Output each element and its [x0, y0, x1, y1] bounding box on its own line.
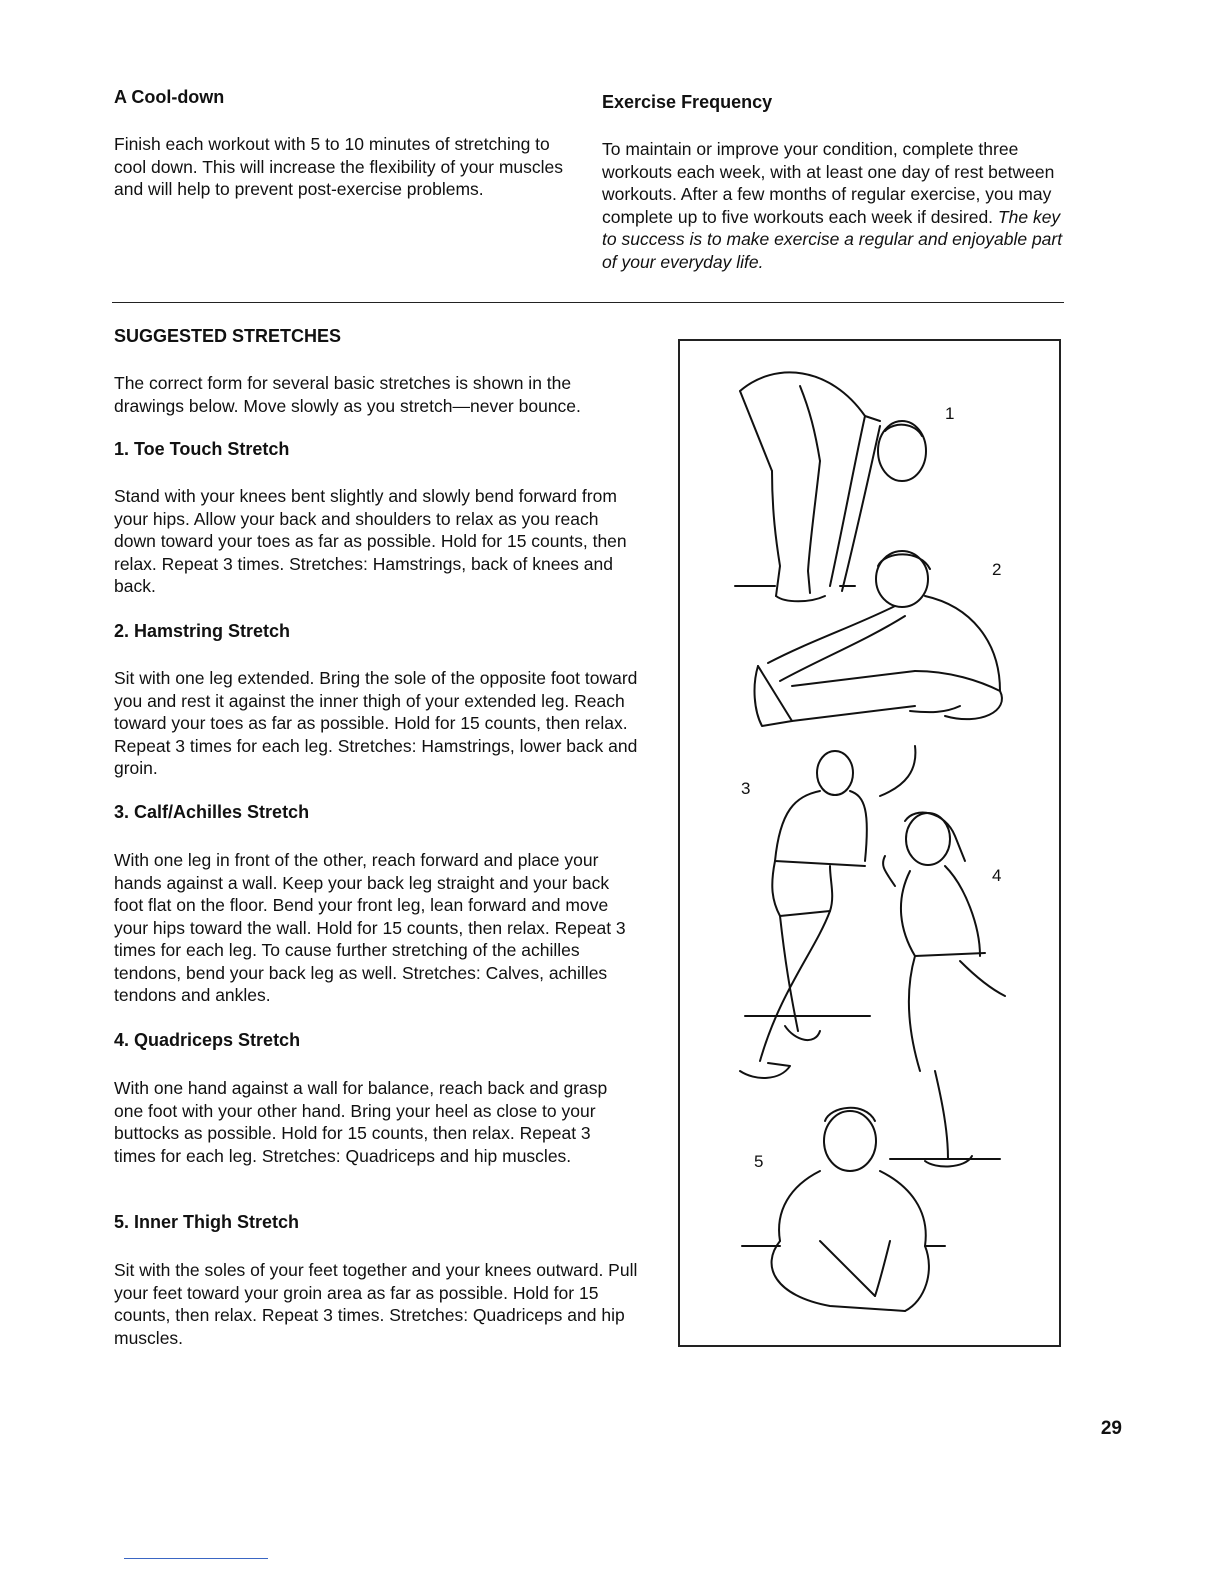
- section-divider: [112, 302, 1064, 303]
- figure-label-5: 5: [754, 1152, 764, 1171]
- inner-thigh-stretch-figure: [742, 1108, 945, 1311]
- stretch-4-title: 4. Quadriceps Stretch: [114, 1030, 301, 1050]
- toe-touch-figure: [735, 372, 926, 601]
- stretch-3-title: 3. Calf/Achilles Stretch: [114, 802, 310, 822]
- stretch-4-text: With one hand against a wall for balance, reach back and grasp one foot with your other hand. Bring your heel as close to your buttocks as possible. Hold for 15 counts, then relax. Repeat 3 times for each leg. Stretches: Quadriceps and hip muscles.: [114, 1078, 608, 1166]
- stretch-5-title: 5. Inner Thigh Stretch: [114, 1212, 300, 1232]
- frequency-emphasis: The key to success is to make exercise a regular and enjoyable part of your everyday life.: [602, 206, 1063, 272]
- stretch-illustrations: [678, 339, 1061, 1347]
- quadriceps-stretch-figure: [883, 813, 1005, 1167]
- frequency-text: [602, 138, 1064, 273]
- figure-label-1: 1: [945, 404, 955, 423]
- calf-stretch-figure: [740, 746, 915, 1078]
- stretch-3-text: With one leg in front of the other, reach forward and place your hands against a wall. Keep your back leg straight and your back foot flat on the floor. Bend your front leg, lean forward and move your hips toward the wall. Hold for 15 counts, then relax. Repeat 3 times for each leg. To cause further stretching of the achilles tendons, bend your back leg as well. Stretches: Calves, achilles tendons and ankles.: [114, 850, 626, 1005]
- page-number: 29: [1100, 1418, 1122, 1439]
- cooldown-heading: A Cool-down: [114, 87, 225, 107]
- stretch-1-title: 1. Toe Touch Stretch: [114, 439, 290, 459]
- figure-label-4: 4: [992, 866, 1002, 885]
- hamstring-stretch-figure: [755, 551, 1002, 726]
- cooldown-text: Finish each workout with 5 to 10 minutes of stretching to cool down. This will increase the flexibility of your muscles and will help to prevent post-exercise problems.: [114, 134, 564, 199]
- bottom-rule: [124, 1558, 268, 1559]
- stretches-heading: SUGGESTED STRETCHES: [114, 326, 342, 346]
- stretch-2-title: 2. Hamstring Stretch: [114, 621, 291, 641]
- stretch-2-text: Sit with one leg extended. Bring the sole of the opposite foot toward you and rest it against the inner thigh of your extended leg. Reach toward your toes as far as possible. Hold for 15 counts, then relax. Repeat 3 times for each leg. Stretches: Hamstrings, lower back and groin.: [114, 668, 638, 778]
- stretch-1-text: Stand with your knees bent slightly and slowly bend forward from your hips. Allow your back and shoulders to relax as you reach down toward your toes as far as possible. Hold for 15 counts, then relax. Repeat 3 times. Stretches: Hamstrings, back of knees and back.: [114, 486, 627, 596]
- stretches-intro: The correct form for several basic stretches is shown in the drawings below. Move slowly as you stretch—never bounce.: [114, 373, 581, 416]
- figure-label-3: 3: [741, 779, 751, 798]
- frequency-heading: Exercise Frequency: [602, 92, 773, 112]
- frequency-body: To maintain or improve your condition, complete three workouts each week, with at least one day of rest between workouts. After a few months of regular exercise, you may complete up to five workouts each week if desired.: [602, 139, 1055, 227]
- stretch-5-text: Sit with the soles of your feet together and your knees outward. Pull your feet toward your groin area as far as possible. Hold for 15 counts, then relax. Repeat 3 times. Stretches: Quadriceps and hip muscles.: [114, 1260, 638, 1348]
- figure-label-2: 2: [992, 560, 1002, 579]
